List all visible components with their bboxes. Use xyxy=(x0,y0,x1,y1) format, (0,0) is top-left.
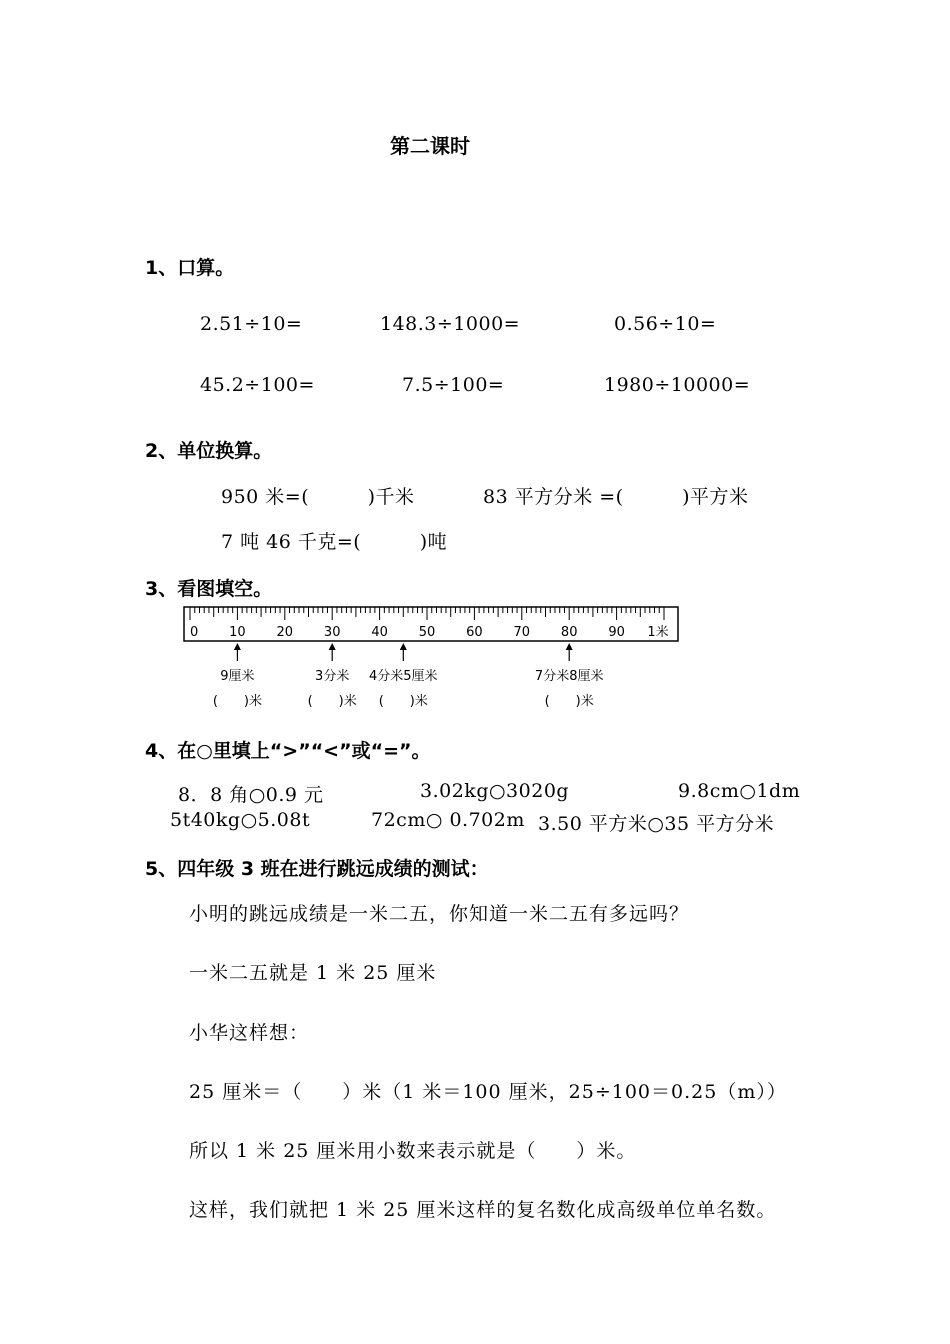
mental-math-item: 7.5÷100= xyxy=(402,374,505,396)
mental-math-item: 148.3÷1000= xyxy=(380,313,521,335)
section-5-line: 一米二五就是 1 米 25 厘米 xyxy=(189,962,437,984)
arrow-answer-blank: ( )米 xyxy=(378,694,428,709)
arrow-answer-blank: ( )米 xyxy=(212,694,262,709)
ruler-tick-label: 30 xyxy=(323,625,341,640)
ruler-tick-label: 60 xyxy=(466,625,483,640)
mental-math-item: 45.2÷100= xyxy=(200,374,315,396)
mental-math-item: 1980÷10000= xyxy=(604,374,751,396)
ruler-tick-label: 50 xyxy=(418,625,436,640)
arrow-up-icon xyxy=(566,643,573,650)
arrow-label: 9厘米 xyxy=(220,669,255,684)
section-4-heading: 4、在○里填上“>”“<”或“=”。 xyxy=(145,740,431,762)
ruler-tick-label: 0 xyxy=(190,625,199,640)
section-1-heading: 1、口算。 xyxy=(145,257,235,279)
unit-conversion-item: 83 平方分米 =( )平方米 xyxy=(483,486,749,508)
arrow-up-icon xyxy=(234,643,241,650)
arrow-up-icon xyxy=(329,643,336,650)
page-title: 第二课时 xyxy=(390,134,470,158)
ruler-tick-label: 1米 xyxy=(647,625,669,640)
ruler-tick-label: 80 xyxy=(560,625,578,640)
compare-item: 3.50 平方米○35 平方分米 xyxy=(538,813,775,835)
section-3-heading: 3、看图填空。 xyxy=(145,578,273,600)
section-5-heading: 5、四年级 3 班在进行跳远成绩的测试： xyxy=(145,858,489,880)
arrow-label: 7分米8厘米 xyxy=(534,669,604,684)
compare-item: 3.02kg○3020g xyxy=(420,780,570,802)
section-5-line: 小华这样想： xyxy=(189,1022,310,1044)
mental-math-item: 0.56÷10= xyxy=(614,313,717,335)
arrow-answer-blank: ( )米 xyxy=(307,694,357,709)
arrow-up-icon xyxy=(400,643,407,650)
compare-item: 72cm○ 0.702m xyxy=(371,809,525,831)
section-2-heading: 2、单位换算。 xyxy=(145,440,273,462)
ruler-tick-label: 90 xyxy=(608,625,625,640)
unit-conversion-item: 7 吨 46 千克=( )吨 xyxy=(221,531,448,553)
section-5-line: 25 厘米＝（ ）米（1 米＝100 厘米，25÷100＝0.25（m）） xyxy=(189,1081,787,1103)
compare-item: 9.8cm○1dm xyxy=(678,780,801,802)
section-5-line: 所以 1 米 25 厘米用小数来表示就是（ ）米。 xyxy=(189,1140,637,1162)
ruler-figure xyxy=(182,604,682,714)
ruler-tick-label: 10 xyxy=(229,625,246,640)
mental-math-item: 2.51÷10= xyxy=(200,313,303,335)
arrow-label: 3分米 xyxy=(315,669,350,684)
compare-item: 8．8 角○0.9 元 xyxy=(178,784,324,806)
section-5-line: 这样，我们就把 1 米 25 厘米这样的复名数化成高级单位单名数。 xyxy=(189,1199,777,1221)
arrow-answer-blank: ( )米 xyxy=(544,694,594,709)
compare-item: 5t40kg○5.08t xyxy=(170,809,311,831)
arrow-label: 4分米5厘米 xyxy=(369,669,438,684)
ruler-tick-label: 40 xyxy=(371,625,388,640)
ruler-arrows xyxy=(213,643,604,709)
ruler-tick-label: 70 xyxy=(513,625,531,640)
section-5-line: 小明的跳远成绩是一米二五，你知道一米二五有多远吗？ xyxy=(189,903,690,925)
unit-conversion-item: 950 米=( )千米 xyxy=(221,486,415,508)
ruler-tick-label: 20 xyxy=(276,625,294,640)
